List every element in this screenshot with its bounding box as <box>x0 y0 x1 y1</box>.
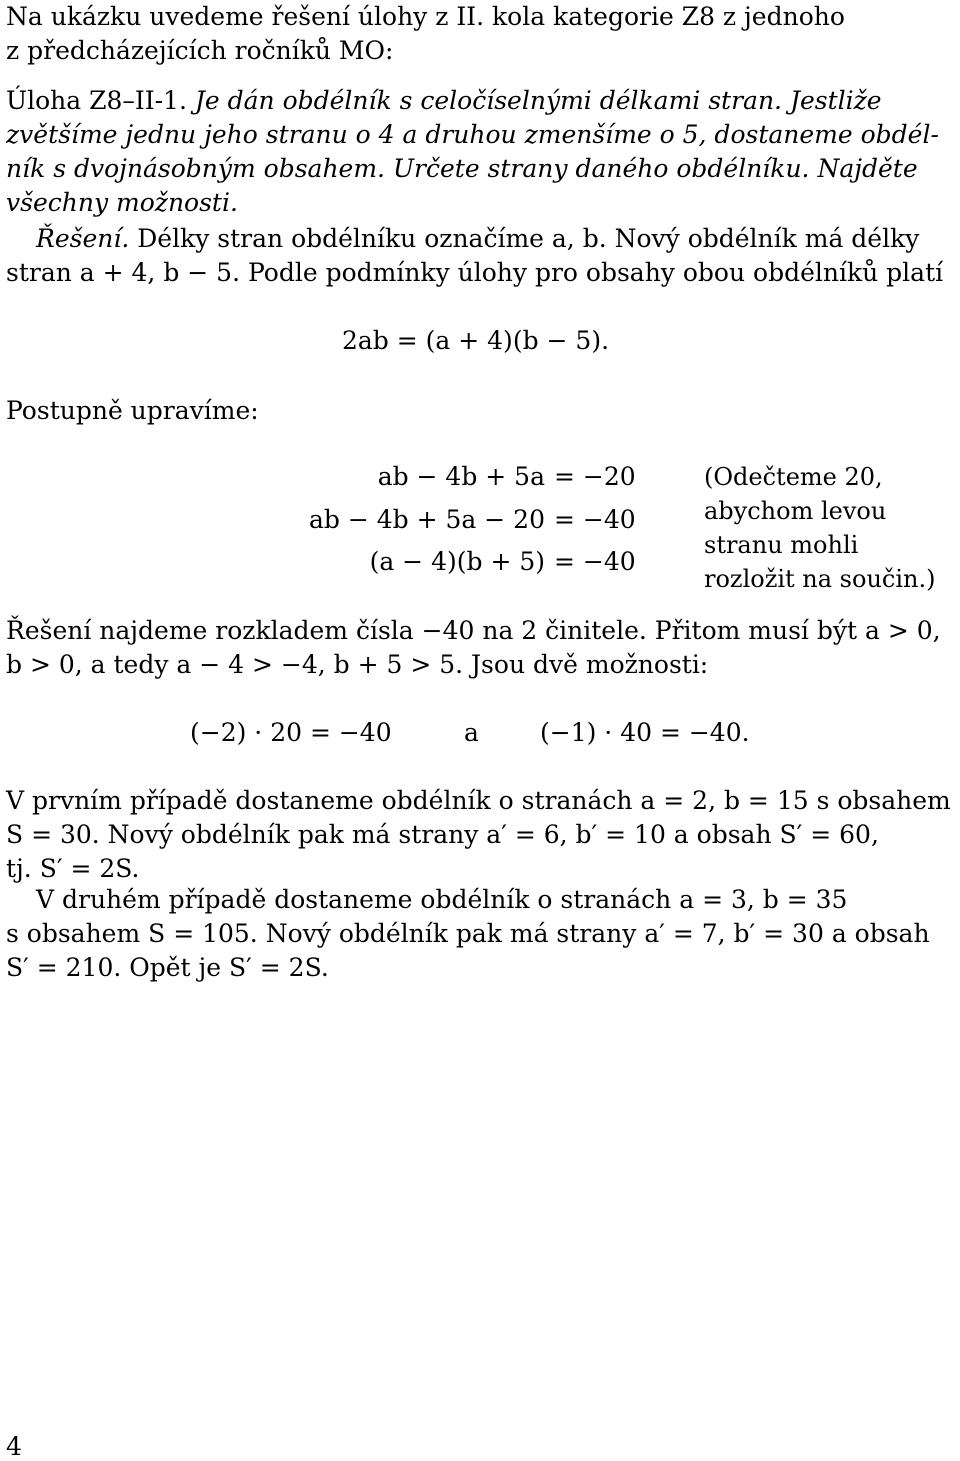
factor-line-2: b > 0, a tedy a − 4 > −4, b + 5 > 5. Jsou dvě možnosti: <box>6 650 709 679</box>
aligned-right-1: = −20 <box>554 462 636 491</box>
intro-line-2: z předcházejících ročníků MO: <box>6 36 394 65</box>
page-number: 4 <box>6 1432 22 1461</box>
intro-line-1: Na ukázku uvedeme řešení úlohy z II. kola kategorie Z8 z jednoho <box>6 2 845 31</box>
aligned-right-2: = −40 <box>554 505 636 534</box>
aligned-left-2: ab − 4b + 5a − 20 <box>309 505 545 534</box>
side-note-line-2: abychom levou <box>704 497 887 525</box>
case2-line-1: V druhém případě dostaneme obdélník o stranách a = 3, b = 35 <box>36 885 848 914</box>
problem-line-3: ník s dvojnásobným obsahem. Určete strany daného obdélníku. Najděte <box>6 154 918 183</box>
option-left: (−2) · 20 = −40 <box>190 718 392 747</box>
problem-label: Úloha Z8–II-1. <box>6 86 187 115</box>
solution-label: Řešení. <box>36 224 130 253</box>
option-right: (−1) · 40 = −40. <box>540 718 750 747</box>
solution-line-2: stran a + 4, b − 5. Podle podmínky úlohy pro obsahy obou obdélníků platí <box>6 258 944 287</box>
aligned-left-1: ab − 4b + 5a <box>377 462 545 491</box>
main-equation: 2ab = (a + 4)(b − 5). <box>342 326 610 355</box>
problem-line-1 <box>6 86 882 115</box>
problem-line-2: zvětšíme jednu jeho stranu o 4 a druhou zmenšíme o 5, dostaneme obdél- <box>6 120 939 149</box>
aligned-right-3: = −40 <box>554 547 636 576</box>
case1-line-1: V prvním případě dostaneme obdélník o stranách a = 2, b = 15 s obsahem <box>6 786 951 815</box>
solution-text-1: Délky stran obdélníku označíme a, b. Nový obdélník má délky <box>129 224 920 253</box>
option-conjunction: a <box>464 718 479 747</box>
aligned-left-3: (a − 4)(b + 5) <box>369 547 545 576</box>
side-note-line-1: (Odečteme 20, <box>704 463 883 491</box>
problem-text-1: Je dán obdélník s celočíselnými délkami stran. Jestliže <box>186 86 882 115</box>
case1-line-3: tj. S′ = 2S. <box>6 854 140 883</box>
problem-line-4: všechny možnosti. <box>6 188 238 217</box>
case1-line-2: S = 30. Nový obdélník pak má strany a′ = 6, b′ = 10 a obsah S′ = 60, <box>6 820 879 849</box>
case2-line-3: S′ = 210. Opět je S′ = 2S. <box>6 953 329 982</box>
case2-line-2: s obsahem S = 105. Nový obdélník pak má strany a′ = 7, b′ = 30 a obsah <box>6 919 930 948</box>
step-label: Postupně upravíme: <box>6 396 259 425</box>
side-note-line-4: rozložit na součin.) <box>704 565 936 593</box>
side-note-line-3: stranu mohli <box>704 531 859 559</box>
factor-line-1: Řešení najdeme rozkladem čísla −40 na 2 činitele. Přitom musí být a > 0, <box>6 616 941 645</box>
solution-line-1 <box>36 224 919 253</box>
